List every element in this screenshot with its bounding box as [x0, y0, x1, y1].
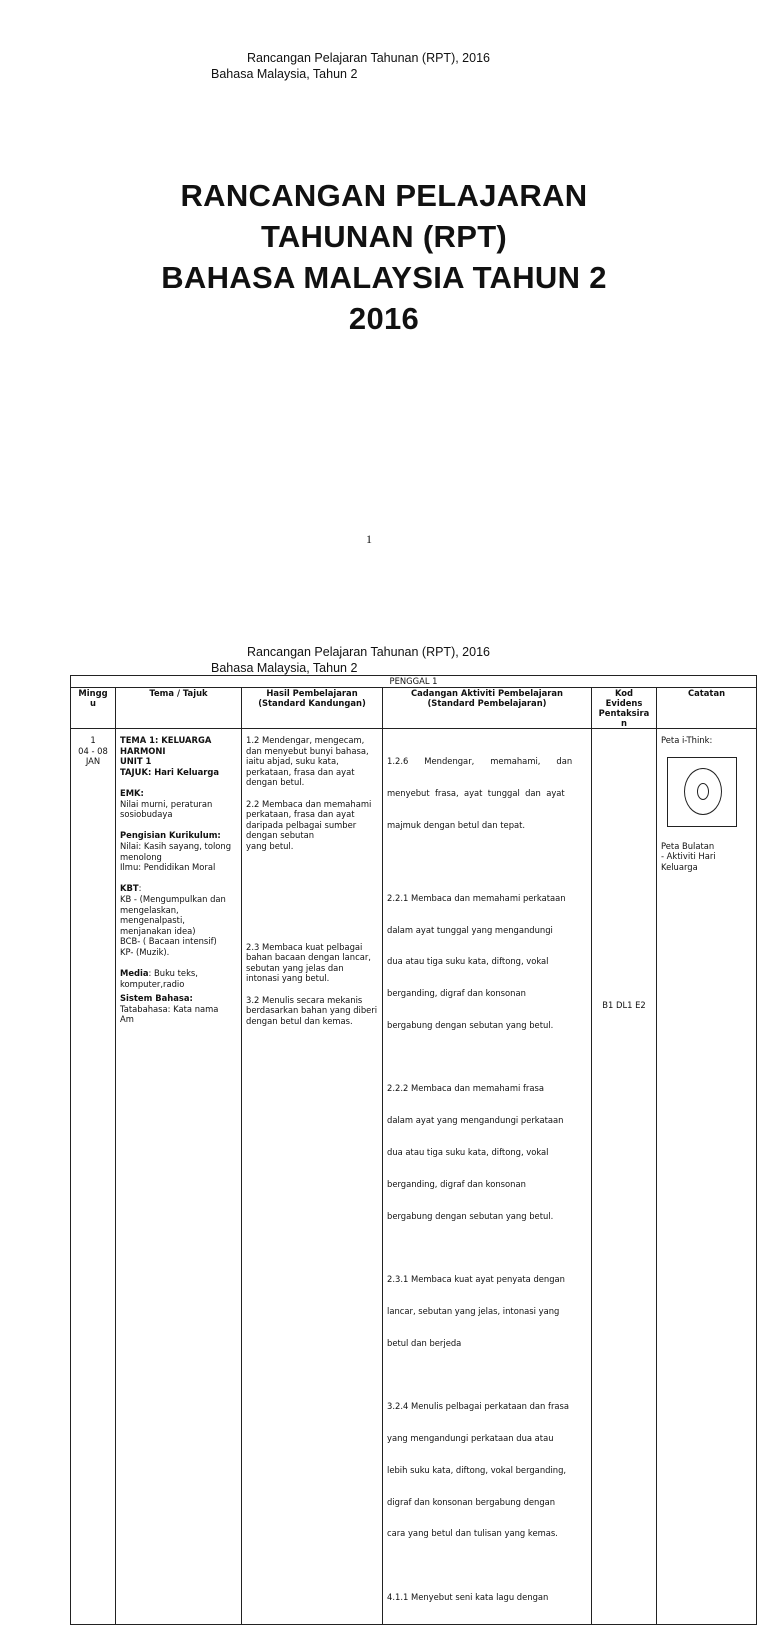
activity-line: 2.2.1 Membaca dan memahami perkataan	[387, 892, 566, 903]
col-week-line: u	[90, 698, 96, 708]
assessment-code: B1 DL1 E2	[602, 1000, 646, 1010]
activity-line: 4.1.1 Menyebut seni kata lagu dengan	[387, 1591, 549, 1602]
outcome-line: berdasarkan bahan yang diberi	[246, 1005, 378, 1016]
col-code-line: Pentaksira	[598, 708, 650, 718]
activity-line: berganding, digraf dan konsonan	[387, 988, 526, 999]
language-system-label: Sistem Bahasa:	[120, 993, 193, 1004]
activity-line: lancar, sebutan yang jelas, intonasi yang	[387, 1305, 560, 1316]
activity-line: digraf dan konsonan bergabung dengan	[387, 1496, 556, 1507]
activity-line: betul dan berjeda	[387, 1337, 462, 1348]
outcome-line: perkataan, frasa dan ayat	[246, 766, 355, 777]
circle-map-diagram	[667, 757, 737, 827]
activity-line: dua atau tiga suku kata, diftong, vokal	[387, 1146, 549, 1157]
col-code-line: Kod	[614, 688, 634, 698]
activity-line: 2.3.1 Membaca kuat ayat penyata dengan	[387, 1274, 565, 1285]
inner-circle	[697, 783, 709, 800]
week-dates: 04 - 08	[78, 745, 108, 756]
outcome-line: perkataan, frasa dan ayat	[246, 809, 355, 820]
outcome-line: daripada pelbagai sumber	[246, 819, 357, 830]
notes-line: Peta Bulatan	[661, 840, 715, 851]
week-cell	[71, 729, 116, 1625]
week-month: JAN	[85, 756, 101, 767]
rpt-table	[70, 675, 757, 1625]
col-outcome-line: Hasil Pembelajaran	[266, 688, 358, 698]
term-header: PENGGAL 1	[71, 676, 757, 688]
table-row	[71, 729, 757, 1625]
activity-line: cara yang betul dan tulisan yang kemas.	[387, 1528, 558, 1539]
activity-cell	[383, 729, 592, 1625]
cover-title-line: RANCANGAN PELAJARAN	[180, 178, 588, 213]
media-label: Media	[120, 968, 149, 979]
outcome-line: dengan betul dan kemas.	[246, 1015, 353, 1026]
activity-line: dua atau tiga suku kata, diftong, vokal	[387, 956, 549, 967]
activity-line: majmuk dengan betul dan tepat.	[387, 819, 526, 830]
outcome-line: dengan sebutan	[246, 830, 315, 841]
activity-line: dalam ayat yang mengandungi perkataan	[387, 1115, 564, 1126]
page-number: 1	[366, 532, 372, 546]
theme-title: TEMA 1: KELUARGA	[120, 735, 212, 745]
col-code-line: n	[621, 718, 627, 728]
outcome-line: 2.3 Membaca kuat pelbagai	[246, 941, 363, 952]
media-line-2: komputer,radio	[120, 978, 185, 989]
col-outcome	[242, 688, 383, 729]
activity-line: 3.2.4 Menulis pelbagai perkataan dan frasa	[387, 1401, 570, 1412]
cover-title-line: BAHASA MALAYSIA TAHUN 2	[161, 260, 607, 295]
activity-line: 2.2.2 Membaca dan memahami frasa	[387, 1083, 544, 1094]
curriculum-label: Pengisian Kurikulum:	[120, 830, 221, 841]
kbt-line: KB - (Mengumpulkan dan	[120, 893, 226, 904]
kbt-line: menjanakan idea)	[120, 925, 196, 936]
theme-title-cont: HARMONI	[120, 745, 166, 756]
ithink-label: Peta i-Think:	[661, 735, 713, 745]
curriculum-line: menolong	[120, 851, 162, 862]
col-code	[592, 688, 657, 729]
col-activity-line: (Standard Pembelajaran)	[427, 698, 547, 708]
col-activity-line: Cadangan Aktiviti Pembelajaran	[411, 688, 563, 698]
outcome-line: bahan bacaan dengan lancar,	[246, 952, 371, 963]
week-number: 1	[90, 735, 96, 745]
outcome-line: yang betul.	[246, 840, 294, 851]
kbt-line: BCB- ( Bacaan intensif)	[120, 936, 217, 947]
col-activity	[383, 688, 592, 729]
header-title: Rancangan Pelajaran Tahunan (RPT), 2016	[247, 51, 490, 65]
media-line	[120, 968, 238, 979]
kbt-label-text: KBT	[120, 883, 139, 894]
activity-line: bergabung dengan sebutan yang betul.	[387, 1019, 554, 1030]
activity-line: dalam ayat tunggal yang mengandungi	[387, 924, 553, 935]
language-system-line: Tatabahasa: Kata nama	[120, 1003, 219, 1014]
outcome-line: sebutan yang jelas dan	[246, 962, 344, 973]
activity-line: 1.2.6 Mendengar, memahami, dan	[387, 756, 573, 767]
activity-line: menyebut frasa, ayat tunggal dan ayat	[387, 787, 565, 798]
language-system-line: Am	[120, 1014, 134, 1025]
unit-label: UNIT 1	[120, 756, 152, 767]
notes-cell	[657, 729, 757, 1625]
cover-title-line: 2016	[348, 301, 420, 336]
curriculum-line: Nilai: Kasih sayang, tolong	[120, 840, 232, 851]
header-subtitle: Bahasa Malaysia, Tahun 2	[211, 67, 358, 81]
activity-line: yang mengandungi perkataan dua atau	[387, 1433, 554, 1443]
theme-cell	[116, 729, 242, 1625]
outcome-line: iaitu abjad, suku kata,	[246, 756, 339, 767]
col-week	[71, 688, 116, 729]
emk-line: Nilai murni, peraturan	[120, 798, 213, 809]
outcome-line: intonasi yang betul.	[246, 973, 330, 984]
code-cell	[592, 729, 657, 1625]
outcome-line: 1.2 Mendengar, mengecam,	[246, 735, 365, 745]
media-value: : Buku teks,	[148, 968, 198, 979]
notes-line: - Aktiviti Hari	[661, 851, 716, 862]
col-notes: Catatan	[657, 688, 757, 729]
header-title: Rancangan Pelajaran Tahunan (RPT), 2016	[247, 645, 490, 659]
kbt-colon: :	[138, 883, 142, 894]
emk-line: sosiobudaya	[120, 809, 173, 820]
activity-line: bergabung dengan sebutan yang betul.	[387, 1210, 554, 1221]
outcome-line: dengan betul.	[246, 777, 305, 788]
header-subtitle: Bahasa Malaysia, Tahun 2	[211, 661, 358, 675]
col-theme: Tema / Tajuk	[116, 688, 242, 729]
curriculum-line: Ilmu: Pendidikan Moral	[120, 862, 216, 873]
emk-label: EMK:	[120, 787, 144, 798]
outcome-line: dan menyebut bunyi bahasa,	[246, 745, 369, 756]
cover-title	[0, 175, 768, 339]
outcome-line: 3.2 Menulis secara mekanis	[246, 994, 363, 1005]
topic-label: TAJUK: Hari Keluarga	[120, 766, 220, 777]
activity-line: lebih suku kata, diftong, vokal berganding,	[387, 1464, 567, 1475]
cover-title-line: TAHUNAN (RPT)	[260, 219, 508, 254]
kbt-label	[120, 883, 238, 894]
outcome-line: 2.2 Membaca dan memahami	[246, 798, 372, 809]
notes-line: Keluarga	[661, 861, 698, 872]
col-outcome-line: (Standard Kandungan)	[258, 698, 366, 708]
kbt-line: mengenalpasti,	[120, 915, 185, 926]
activity-line: berganding, digraf dan konsonan	[387, 1178, 526, 1189]
kbt-line: KP- (Muzik).	[120, 946, 170, 957]
outcome-cell	[242, 729, 383, 1625]
column-header-row	[71, 688, 757, 729]
col-week-line: Mingg	[78, 688, 108, 698]
col-code-line: Evidens	[605, 698, 643, 708]
kbt-line: mengelaskan,	[120, 904, 179, 915]
